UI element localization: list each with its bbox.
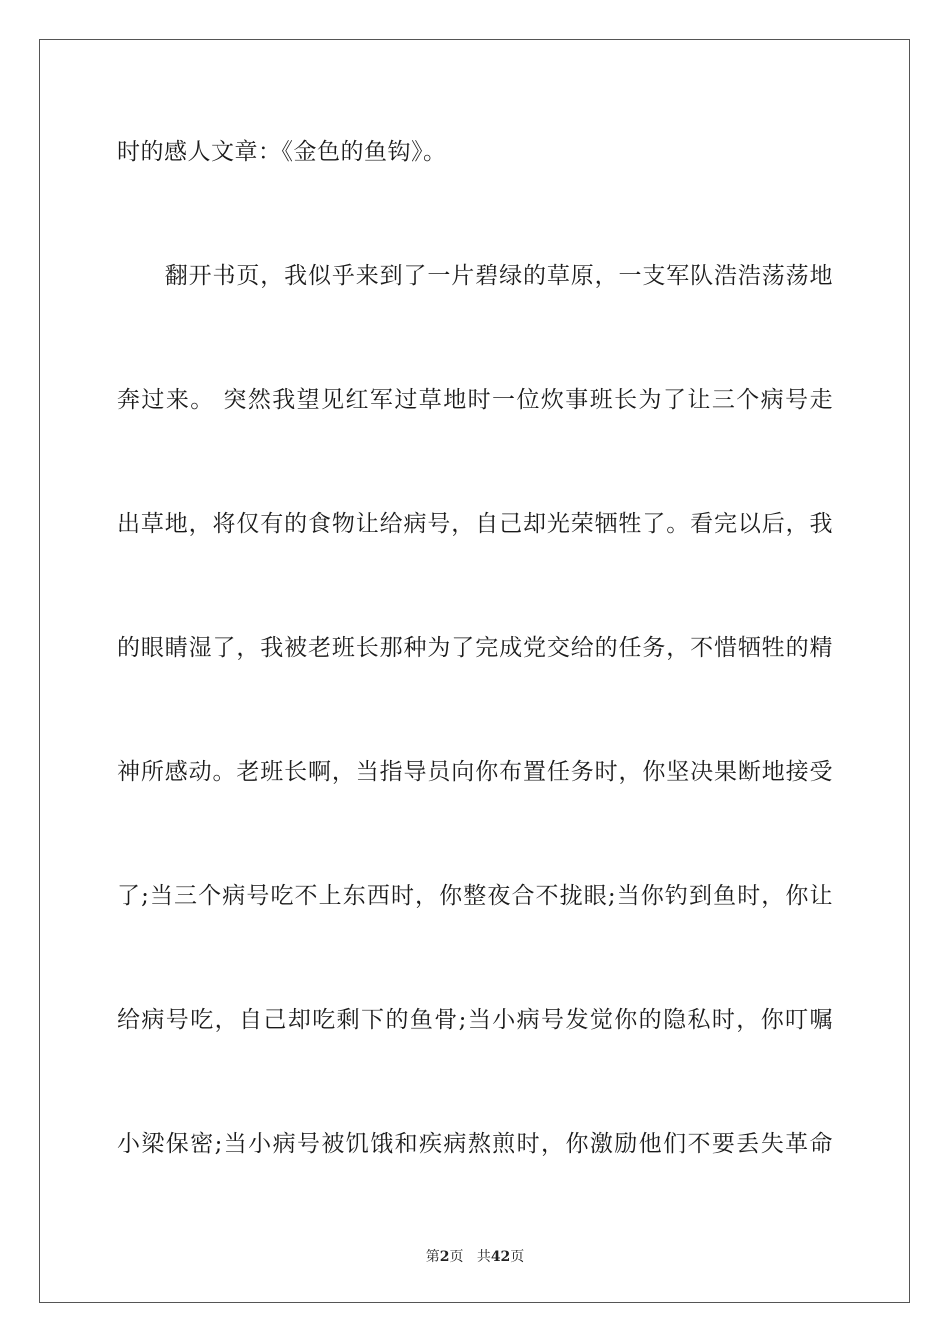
page-suffix: 页	[449, 1249, 464, 1265]
total-pages: 42	[490, 1249, 511, 1265]
total-suffix: 页	[510, 1249, 525, 1265]
text-line-1: 时的感人文章：《金色的鱼钩》。	[117, 139, 447, 165]
page-prefix: 第	[425, 1249, 440, 1265]
page-footer	[0, 1248, 950, 1266]
page-border	[39, 39, 910, 1303]
text-line-8: 给病号吃，自己却吃剩下的鱼骨;当小病号发觉你的隐私时，你叮嘱	[117, 1007, 833, 1033]
text-line-6: 神所感动。老班长啊，当指导员向你布置任务时，你坚决果断地接受	[117, 759, 833, 785]
page-number: 2	[439, 1249, 450, 1265]
text-line-7: 了;当三个病号吃不上东西时，你整夜合不拢眼;当你钓到鱼时，你让	[117, 883, 833, 909]
text-line-2: 翻开书页，我似乎来到了一片碧绿的草原，一支军队浩浩荡荡地	[117, 263, 833, 289]
text-line-9: 小梁保密;当小病号被饥饿和疾病熬煎时，你激励他们不要丢失革命	[117, 1131, 833, 1157]
text-line-5: 的眼睛湿了，我被老班长那种为了完成党交给的任务，不惜牺牲的精	[117, 635, 833, 661]
text-line-4: 出草地，将仅有的食物让给病号，自己却光荣牺牲了。看完以后，我	[117, 511, 833, 537]
total-prefix: 共	[476, 1249, 491, 1265]
text-line-3: 奔过来。 突然我望见红军过草地时一位炊事班长为了让三个病号走	[117, 387, 833, 413]
